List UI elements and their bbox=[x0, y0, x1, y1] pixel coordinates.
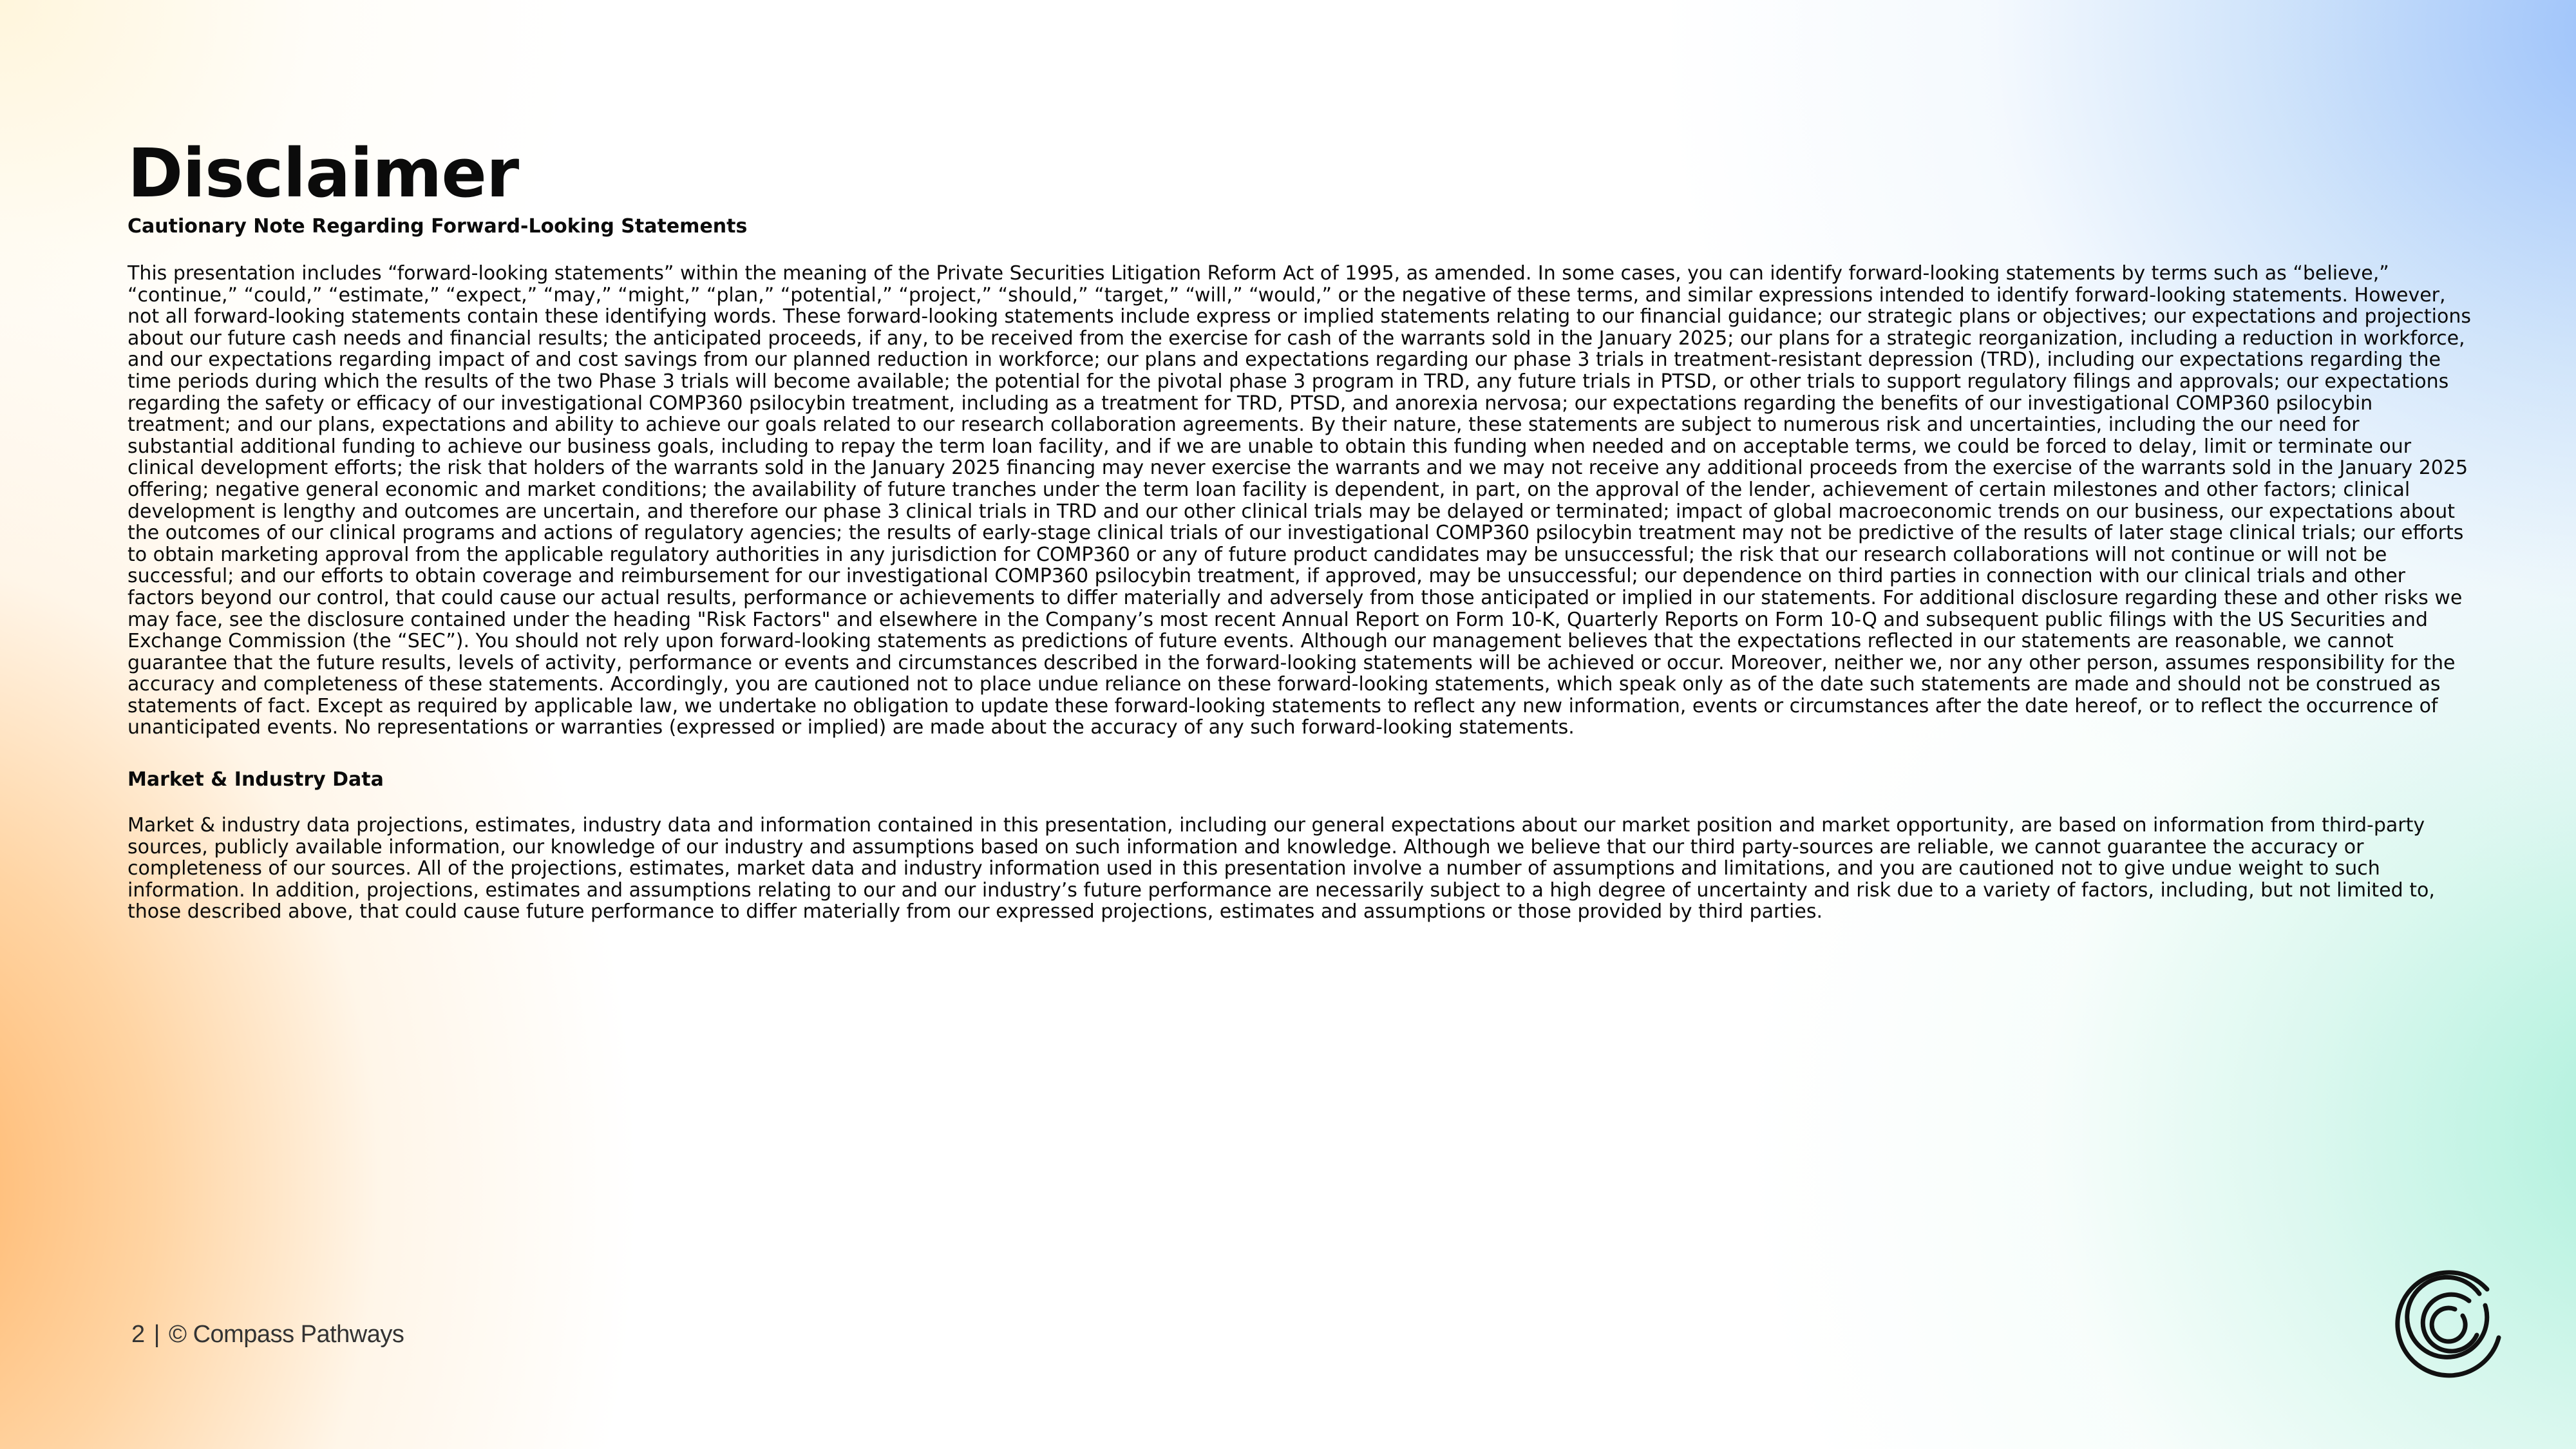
disclaimer-content bbox=[128, 134, 2472, 923]
page-title: Disclaimer bbox=[128, 134, 519, 213]
logo-ring-2 bbox=[2407, 1277, 2487, 1357]
footer-separator: | bbox=[153, 1321, 160, 1348]
section-body-forward-looking: This presentation includes “forward-looking statements” within the meaning of the Private Securities Litigation Reform Act of 1995, as amended. In some cases, you can identify forward-looking statements by terms such as “believe,” “continue,” “could,” “estimate,” “expect,” “may,” “might,” “plan,” “potential,” “project,” “should,” “target,” “will,” “would,” or the negative of these terms, and similar expressions intended to identify forward-looking statements. However, not all forward-looking statements contain these identifying words. These forward-looking statements include express or implied statements relating to our financial guidance; our strategic plans or objectives; our expectations and projections about our future cash needs and financial results; the anticipated proceeds, if any, to be received from the exercise for cash of the warrants sold in the January 2025; our plans for a strategic reorganization, including a reduction in workforce, and our expectations regarding impact of and cost savings from our planned reduction in workforce; our plans and expectations regarding our phase 3 trials in treatment-resistant depression (TRD), including our expectations regarding the time periods during which the results of the two Phase 3 trials will become available; the potential for the pivotal phase 3 program in TRD, any future trials in PTSD, or other trials to support regulatory filings and approvals; our expectations regarding the safety or efficacy of our investigational COMP360 psilocybin treatment, including as a treatment for TRD, PTSD, and anorexia nervosa; our expectations regarding the benefits of our investigational COMP360 psilocybin treatment; and our plans, expectations and ability to achieve our goals related to our research collaboration agreements. By their nature, these statements are subject to numerous risk and uncertainties, including the our need for substantial additional funding to achieve our business goals, including to repay the term loan facility, and if we are unable to obtain this funding when needed and on acceptable terms, we could be forced to delay, limit or terminate our clinical development efforts; the risk that holders of the warrants sold in the January 2025 financing may never exercise the warrants and we may not receive any additional proceeds from the exercise of the warrants sold in the January 2025 offering; negative general economic and market conditions; the availability of future tranches under the term loan facility is dependent, in part, on the approval of the lender, achievement of certain milestones and other factors; clinical development is lengthy and outcomes are uncertain, and therefore our phase 3 clinical trials in TRD and our other clinical trials may be delayed or terminated; impact of global macroeconomic trends on our business, our expectations about the outcomes of our clinical programs and actions of regulatory agencies; the results of early-stage clinical trials of our investigational COMP360 psilocybin treatment may not be predictive of the results of later stage clinical trials; our efforts to obtain marketing approval from the applicable regulatory authorities in any jurisdiction for COMP360 or any of future product candidates may be unsuccessful; the risk that our research collaborations will not continue or will not be successful; and our efforts to obtain coverage and reimbursement for our investigational COMP360 psilocybin treatment, if approved, may be unsuccessful; our dependence on third parties in connection with our clinical trials and other factors beyond our control, that could cause our actual results, performance or achievements to differ materially and adversely from those anticipated or implied in our statements. For additional disclosure regarding these and other risks we may face, see the disclosure contained under the heading "Risk Factors" and elsewhere in the Company’s most recent Annual Report on Form 10-K, Quarterly Reports on Form 10-Q and subsequent public filings with the US Securities and Exchange Commission (the “SEC”). You should not rely upon forward-looking statements as predictions of future events. Although our management believes that the expectations reflected in our statements are reasonable, we cannot guarantee that the future results, levels of activity, performance or events and circumstances described in the forward-looking statements will be achieved or occur. Moreover, neither we, nor any other person, assumes responsibility for the accuracy and completeness of these statements. Accordingly, you are cautioned not to place undue reliance on these forward-looking statements, which speak only as of the date such statements are made and should not be construed as statements of fact. Except as required by applicable law, we undertake no obligation to update these forward-looking statements to reflect any new information, events or circumstances after the date hereof, or to reflect the occurrence of unanticipated events. No representations or warranties (expressed or implied) are made about the accuracy of any such forward-looking statements. bbox=[128, 262, 2471, 739]
footer-copyright: © Compass Pathways bbox=[169, 1321, 404, 1348]
section-heading-forward-looking: Cautionary Note Regarding Forward-Looking Statements bbox=[128, 215, 748, 238]
logo-ring-outer bbox=[2398, 1273, 2499, 1376]
logo-ring-inner bbox=[2432, 1308, 2465, 1341]
compass-pathways-logo-icon bbox=[2391, 1265, 2506, 1381]
section-body-market-industry: Market & industry data projections, estimates, industry data and information contained in this presentation, including our general expectations about our market position and market opportunity, are based on information from third-party sources, publicly available information, our knowledge of our industry and assumptions based on such information and knowledge. Although we believe that our third party-sources are reliable, we cannot guarantee the accuracy or completeness of our sources. All of the projections, estimates, market data and industry information used in this presentation involve a number of assumptions and limitations, and you are cautioned not to give undue weight to such information. In addition, projections, estimates and assumptions relating to our and our industry’s future performance are necessarily subject to a high degree of uncertainty and risk due to a variety of factors, including, but not limited to, those described above, that could cause future performance to differ materially from our expressed projections, estimates and assumptions or those provided by third parties. bbox=[128, 814, 2435, 923]
section-heading-market-industry: Market & Industry Data bbox=[128, 768, 384, 791]
footer bbox=[131, 1320, 404, 1349]
page-number: 2 bbox=[131, 1321, 145, 1348]
